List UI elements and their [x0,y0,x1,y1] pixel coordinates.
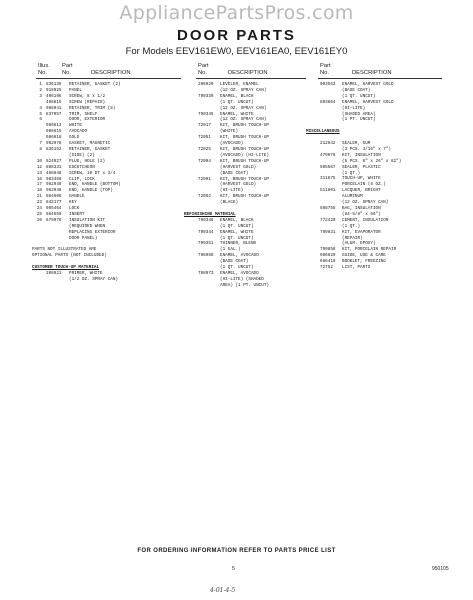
col1-illus-header: Illus. No. [38,63,50,76]
part-number: 468848 [46,170,62,176]
part-description: KIT, BRUSH TOUCH-UP [220,123,269,129]
part-description: (1 QT. UNCUT) [220,99,254,105]
part-description: PRIMER, WHITE [69,270,103,276]
part-number: 524927 [46,158,62,164]
part-number: 986616 [46,135,62,141]
part-description: CLIP, LOCK [69,176,95,182]
part-description: ENAMEL, BLACK [220,217,254,223]
part-description: SCREW, 8 x 1/2 [69,93,106,99]
item-number: 17 [36,182,42,188]
part-description: ENAMEL, WHITE [220,111,254,117]
part-number: 505567 [320,164,336,170]
parts-row [32,277,121,283]
part-description: (1 GAL.) [220,247,241,253]
note-line: OPTIONAL PARTS (NOT INCLUDED) [32,253,107,259]
part-description: KIT, BRUSH TOUCH-UP [220,146,269,152]
part-number: 799858 [320,247,336,253]
part-description: END, HANDLE (TOP) [69,188,113,194]
col2-header-rule [196,78,306,79]
item-number [306,265,316,271]
part-number: 986615 [46,129,62,135]
part-description: GOLD [69,135,80,141]
part-number: 406196 [46,93,62,99]
part-description: TRIM, SHELF [69,111,98,117]
part-description: AREA) (1 PT. UNCUT) [220,282,269,288]
part-number: 799339 [198,93,214,99]
item-number [184,200,194,206]
part-number [46,236,69,242]
part-description: (BASE COAT) [220,170,249,176]
part-number: 72091 [198,176,211,182]
part-description: (1 QT. UNCUT) [220,223,254,229]
part-description: (SIDE) (2) [69,152,95,158]
part-number: 508755 [320,206,336,211]
handwritten-mark: 4-01-4-5 [210,587,236,594]
part-description: ENAMEL, WHITE [220,229,254,235]
part-number: 836152 [46,146,62,152]
item-number: 2 [39,87,42,93]
part-number: 511801 [320,188,336,194]
part-number [198,200,220,206]
part-number: 72052 [198,194,211,200]
part-number: 799831 [320,229,336,235]
part-number: 836135 [46,82,62,87]
part-number: 72017 [198,123,211,129]
part-description: DOOR, EXTERIOR [69,117,106,123]
part-description: (BASE COAT) [220,259,249,265]
part-number: 72051 [198,135,211,141]
item-number: 25 [36,211,42,217]
part-description: (HI-LITE) [220,188,244,194]
part-number: 799351 [198,241,214,247]
item-number: 12 [36,164,42,170]
item-number [32,236,42,242]
part-number: 962970 [46,141,62,147]
part-description: (12 OZ. SPRAY CAN) [220,117,267,123]
part-description: (HI-LITE) (SHADED [220,276,264,282]
part-number: 962949 [46,182,62,188]
part-description: AVOCADO [69,129,88,135]
item-number [306,117,316,123]
item-number: 5 [39,111,42,117]
part-description: (1 PT. UNCUT) [342,117,376,123]
col1-desc-header: DESCRIPTION [91,69,131,76]
part-description: SCREW (REPAIR) [69,99,106,105]
part-description: WHITE [69,123,82,129]
section-heading: REFINISHING MATERIAL [184,211,236,217]
part-description: ALUMINUM [342,194,363,200]
part-description: (REPAIR) [342,235,363,241]
part-number: 72752 [320,265,333,271]
item-number: 8 [39,146,42,152]
part-description: INSERT [69,211,85,217]
item-number: 26 [36,217,42,223]
part-number: 666419 [320,259,336,265]
col1-part-header: Part No. [62,63,73,76]
part-description: (12 OZ. SPRAY CAN) [342,200,389,206]
item-number: 4 [39,105,42,111]
col3-header-rule [318,78,442,79]
part-number: 888331 [46,164,62,170]
part-number: 842177 [46,200,62,206]
part-number: 986929 [320,253,336,259]
part-number: 679976 [46,217,62,223]
parts-column-3 [306,82,401,271]
part-number: 798973 [198,270,214,276]
part-number: 893664 [320,99,336,105]
part-number: 983466 [46,176,62,182]
page-title: DOOR PARTS [177,27,296,44]
page-number: 5 [232,566,235,572]
part-description: INSULATION KIT [69,217,106,223]
part-description: LOCK [69,206,80,212]
part-description: ENAMEL, HARVEST GOLD [342,99,394,105]
part-number [198,283,220,289]
part-description: CEMENT, INSULATION [342,217,389,223]
part-description: RETAINER, GASKET [69,146,111,152]
part-description: (REQUIRED WHEN [69,223,106,229]
models-subtitle: For Models EEV161EW0, EEV161EA0, EEV161EY0 [125,46,348,57]
parts-row [306,265,401,271]
item-number: 16 [36,176,42,182]
part-description: LACQUER, BRIGHT [342,188,381,194]
part-description: KIT, BRUSH TOUCH-UP [220,176,269,182]
part-number: 486815 [46,99,62,105]
part-description: BAG, INSULATION [342,206,381,211]
part-description: RETAINER, GASKET (2) [69,82,121,87]
parts-column-2 [184,82,269,289]
part-description: (84-5/8" x 66") [342,211,381,217]
item-number: 23 [36,200,42,206]
part-description: (1/2 OZ. SPRAY CAN) [69,276,118,282]
part-description: TOUCH-UP, WHITE [342,176,381,182]
part-number: 206920 [198,82,214,87]
item-number: 6 [39,117,42,123]
part-description: (HARVEST GOLD) [220,164,257,170]
part-number: 799345 [198,111,214,117]
part-description: PORCELAIN (8 OZ.) [342,182,386,188]
part-description: (HI-LITE) [342,105,366,111]
part-description: ENAMEL, BLACK [220,93,254,99]
part-number: 984559 [46,211,62,217]
part-description: (WHITE) [220,129,239,135]
part-description: ENAMEL, AVOCADO [220,270,259,276]
parts-column-1 [32,82,121,283]
part-number: 772420 [320,217,336,223]
part-number: 985464 [46,206,62,212]
part-description: (1 QT. UNCUT) [220,265,254,271]
item-number: 1 [39,82,42,87]
item-number [184,283,194,289]
col2-desc-header: DESCRIPTION [228,69,268,76]
part-description: (3 PCS. 3/16" x 7") [342,146,391,152]
document-number: 950105 [432,566,449,572]
part-number: 311675 [320,176,336,182]
part-description: LEVELER, ENAMEL [220,82,259,87]
part-number: 72094 [198,158,211,164]
parts-row [184,283,269,289]
part-description: KIT, BRUSH TOUCH-UP [220,194,269,200]
note-line: PARTS NOT ILLUSTRATED ARE [32,247,97,253]
part-number: 903563 [320,82,336,87]
part-number: 918925 [46,87,62,93]
item-number: 3 [39,93,42,99]
item-number: 24 [36,206,42,212]
item-number [32,277,42,283]
ordering-footer: FOR ORDERING INFORMATION REFER TO PARTS PRICE LIST [137,548,336,554]
part-description: SEALER, GUM [342,141,371,147]
col1-header-rule [36,78,181,79]
part-description: PANEL [69,87,82,93]
col2-part-header: Part No. [198,63,209,76]
part-description: (12 OZ. SPRAY CAN) [220,87,267,93]
part-description: KIT, PORCELAIN REPAIR [342,247,397,253]
part-description: SCREW, 10 DT x 3/4 [69,170,116,176]
part-number: 986613 [46,123,62,129]
part-description: ENAMEL, HARVEST GOLD [342,82,394,87]
part-description: (AVOCADO) (HI-LITE) [220,152,269,158]
part-number [46,277,69,283]
part-description: (1 QT. UNCUT) [220,235,254,241]
part-number: 962948 [46,188,62,194]
part-description: KIT, EVAPORATOR [342,229,381,235]
item-number: 10 [36,158,42,164]
part-description: GASKET, MAGNETIC [69,141,111,147]
watermark-banner: AppliancePartsPros.com [119,2,354,24]
part-number [320,117,342,123]
part-description: (SHADED AREA) [342,111,376,117]
part-description: (BASE COAT) [342,87,371,93]
item-number: 13 [36,170,42,176]
part-description: (1 QT.) [342,223,361,229]
part-description: (12 OZ. SPRAY CAN) [220,105,267,111]
part-description: HANDLE [69,194,85,200]
part-description: ESCUTCHEON [69,164,95,170]
part-description: SEALER, PLASTIC [342,164,381,170]
part-description: KEY [69,200,77,206]
item-number: 18 [36,188,42,194]
part-number: 984606 [46,194,62,200]
part-description: BOOKLET, FREEZING [342,259,386,265]
part-number: 208921 [46,270,62,276]
part-description: KIT, BRUSH TOUCH-UP [220,158,269,164]
part-description: ENAMEL, AVOCADO [220,253,259,259]
part-number: 799344 [198,229,214,235]
item-number: 7 [39,141,42,147]
part-number: 988941 [46,105,62,111]
part-description: KIT, BRUSH TOUCH-UP [220,135,269,141]
part-description: REPLACING EXTERIOR [69,229,116,235]
part-description: END, HANDLE (BOTTOM) [69,182,121,188]
part-number: 72025 [198,146,211,152]
part-description: (BLACK) [220,200,239,206]
part-description: RETAINER, TRIM (8) [69,105,116,111]
col3-desc-header: DESCRIPTION [352,69,392,76]
part-description: GUIDE, USE & CARE [342,253,386,259]
part-description: PLUG, HOLE (2) [69,158,106,164]
part-description: (5 PCS. 8" x 26" x 82") [342,158,402,164]
part-number: 479976 [320,152,336,158]
section-heading: MISCELLANEOUS [306,129,340,135]
part-description: (ALUM. EPOXY) [342,241,376,247]
part-description: (AVOCADO) [220,141,244,147]
col3-part-header: Part No. [320,63,331,76]
part-description: (1 QT.) [342,170,361,176]
part-description: LIST, PARTS [342,265,371,271]
part-description: KIT, INSULATION [342,152,381,158]
section-heading: CUSTOMER TOUCH-UP MATERIAL [32,265,100,271]
part-number: 212642 [320,141,336,147]
part-number: 798966 [198,253,214,259]
part-description: DOOR PANEL) [69,235,98,241]
part-description: THINNER, BLEND [220,241,257,247]
part-number: 837057 [46,111,62,117]
part-number: 799346 [198,217,214,223]
part-description: (HARVEST GOLD) [220,182,257,188]
item-number: 21 [36,194,42,200]
part-description: (1 QT. UNCUT) [342,93,376,99]
